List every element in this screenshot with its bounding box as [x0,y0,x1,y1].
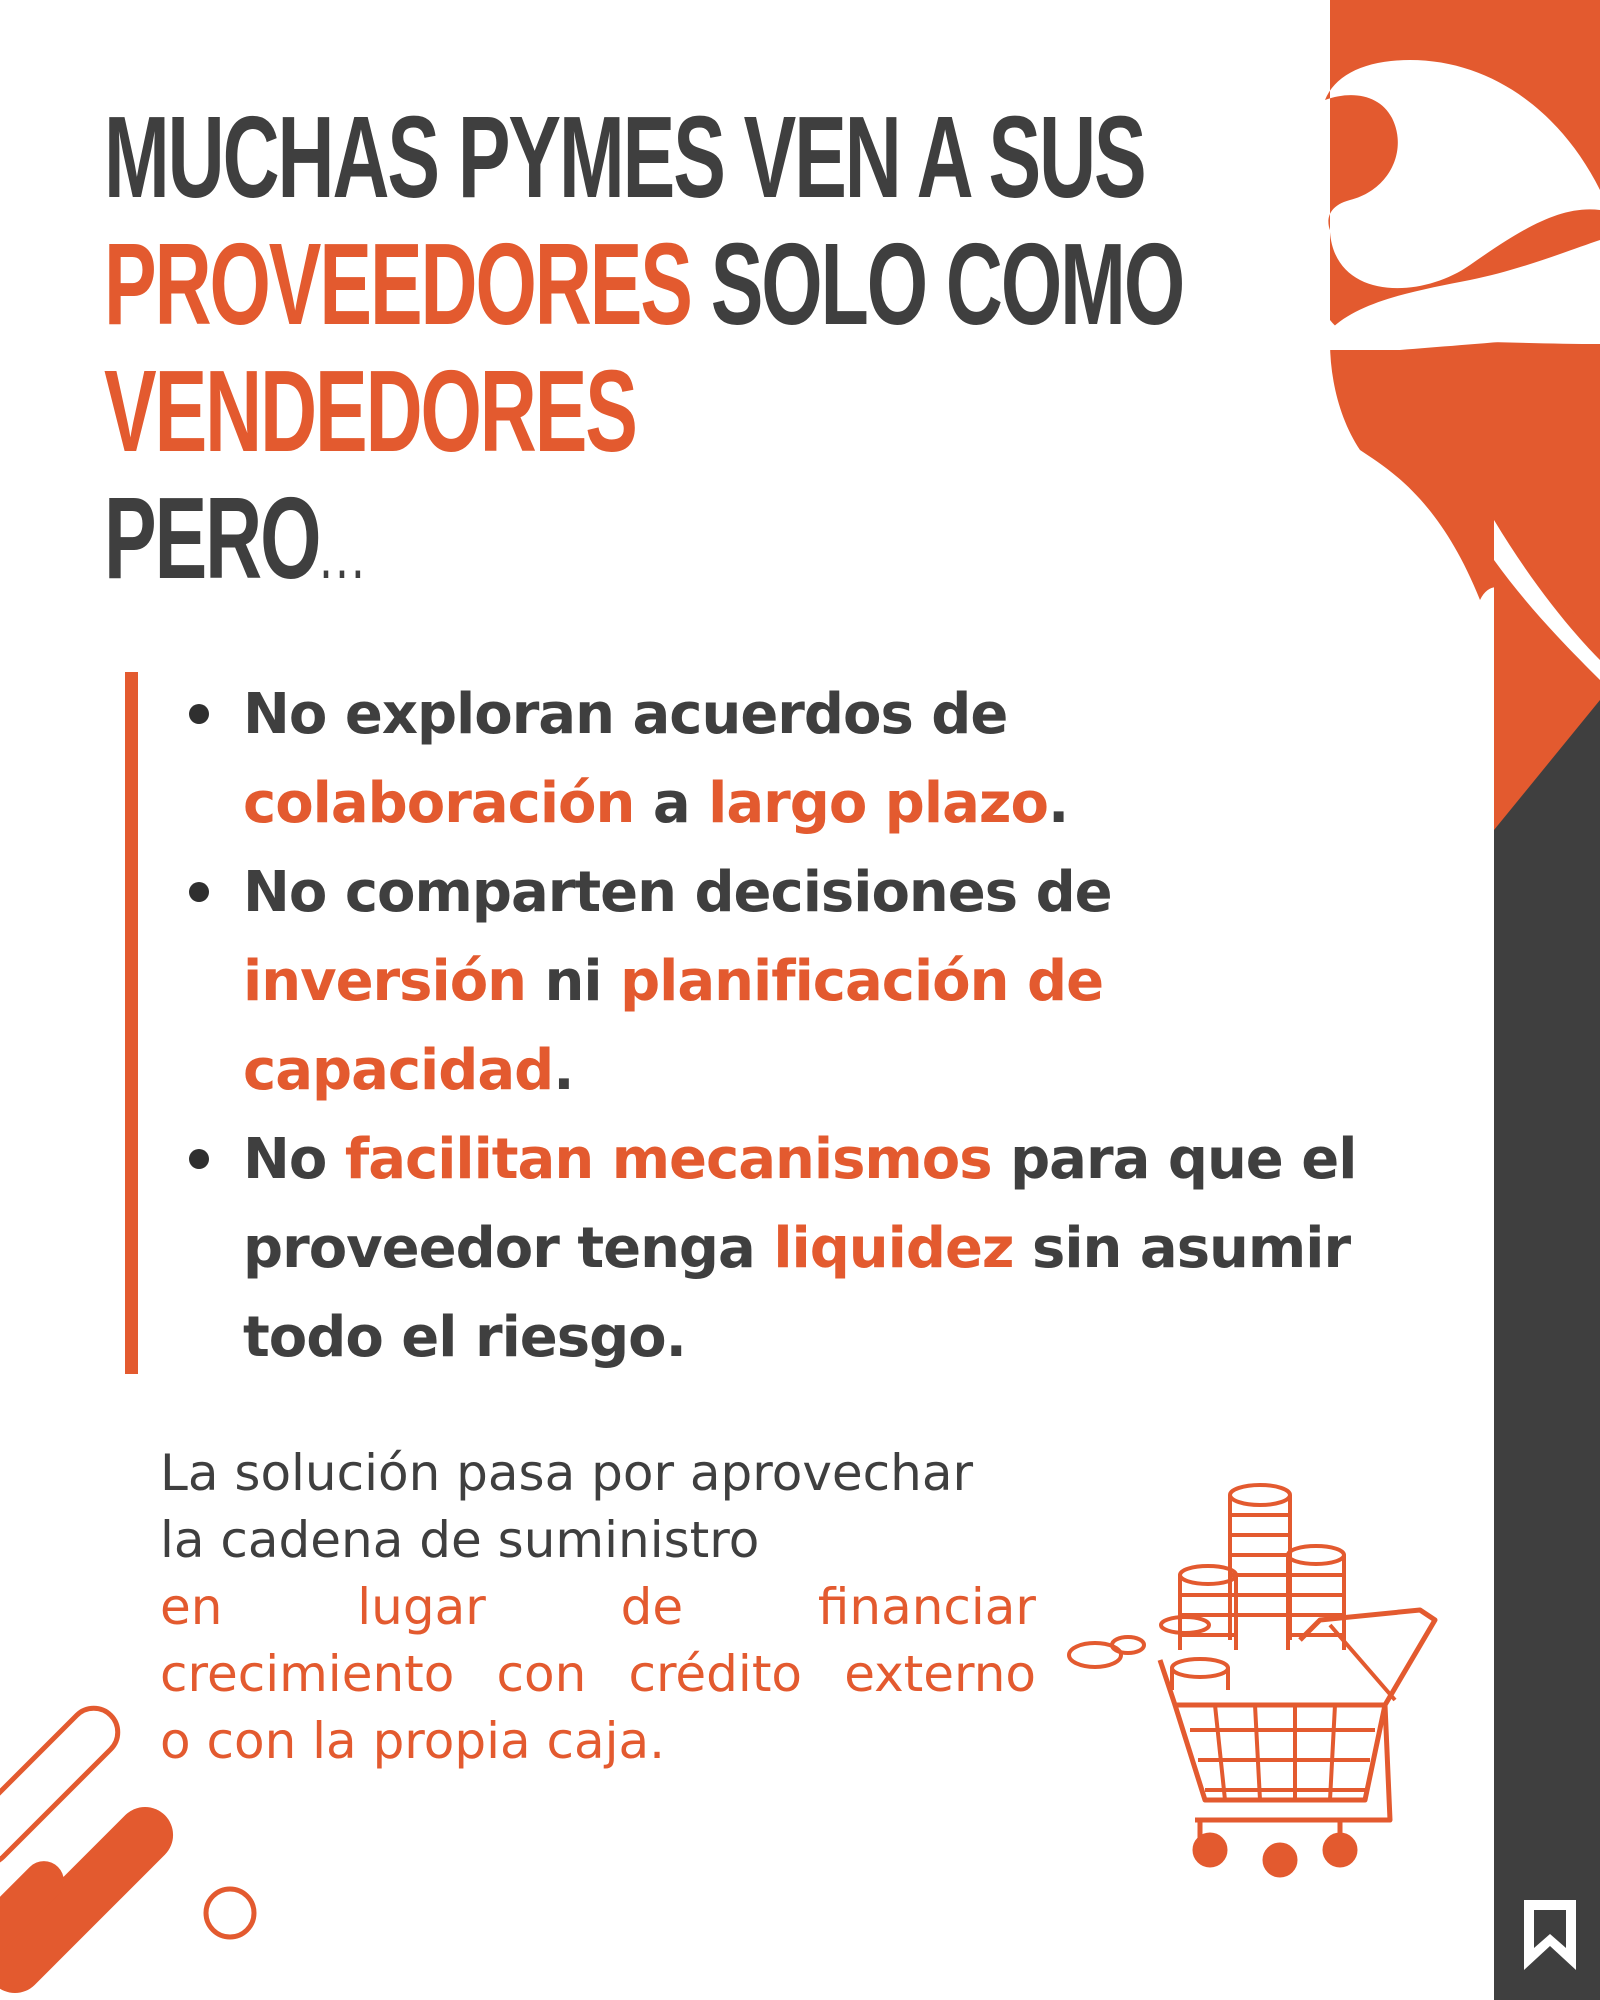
bullet-accent-text: inversión [243,949,527,1014]
bullet-text: . [553,1038,574,1103]
bookmark-icon[interactable] [1520,1898,1580,1972]
bullet-item-1 [243,670,1403,848]
bullet-accent-text: colaboración [243,771,635,836]
bullet-accent-text: liquidez [773,1216,1014,1281]
conclusion-orange-line-2: crecimiento con crédito externo [160,1645,1036,1703]
headline-line-1 [104,92,1145,222]
headline-pero: PERO [104,473,320,603]
bullet-text: ni [526,949,621,1014]
bullet-accent-text: largo plazo [708,771,1048,836]
headline-text: SOLO COMO [690,219,1184,349]
bullet-accent-bar [125,672,138,1374]
bullet-text: No exploran acuerdos de [243,682,1008,747]
headline-line-2 [104,219,1184,349]
shopping-cart-with-coins-icon [1069,1485,1435,1875]
conclusion-paragraph [160,1440,1036,1775]
headline-line-3 [104,348,1104,475]
bullet-item-3 [243,1115,1403,1382]
bullet-text: No [243,1127,345,1192]
headline [104,92,1184,618]
numeral-two-top [1325,0,1600,230]
bullet-text: a [634,771,709,836]
headline-accent-vendedores: VENDEDORES [104,346,636,476]
bullet-list [243,670,1403,1382]
conclusion-orange-line-3: o con la propia caja. [160,1712,666,1770]
bullet-text: sin asumir todo el riesgo. [243,1216,1351,1370]
bullet-accent-text: facilitan mecanismos [344,1127,992,1192]
headline-line-4 [104,475,1104,618]
conclusion-orange-line-1: en lugar de financiar [160,1578,1036,1636]
conclusion-dark-line-1: La solución pasa por aprovechar [160,1444,974,1502]
bullet-text: . [1047,771,1069,836]
headline-text: MUCHAS PYMES VEN A SUS [104,92,1145,222]
headline-accent-proveedores: PROVEEDORES [104,219,691,349]
conclusion-dark-line-2: la cadena de suministro [160,1511,760,1569]
bullet-accent-text: planificación de capacidad [243,949,1104,1103]
bullet-item-2 [243,848,1403,1115]
bullet-text: para que el proveedor tenga [243,1127,1357,1281]
headline-ellipsis: ... [319,515,368,593]
bullet-text: No comparten decisiones de [243,860,1112,925]
